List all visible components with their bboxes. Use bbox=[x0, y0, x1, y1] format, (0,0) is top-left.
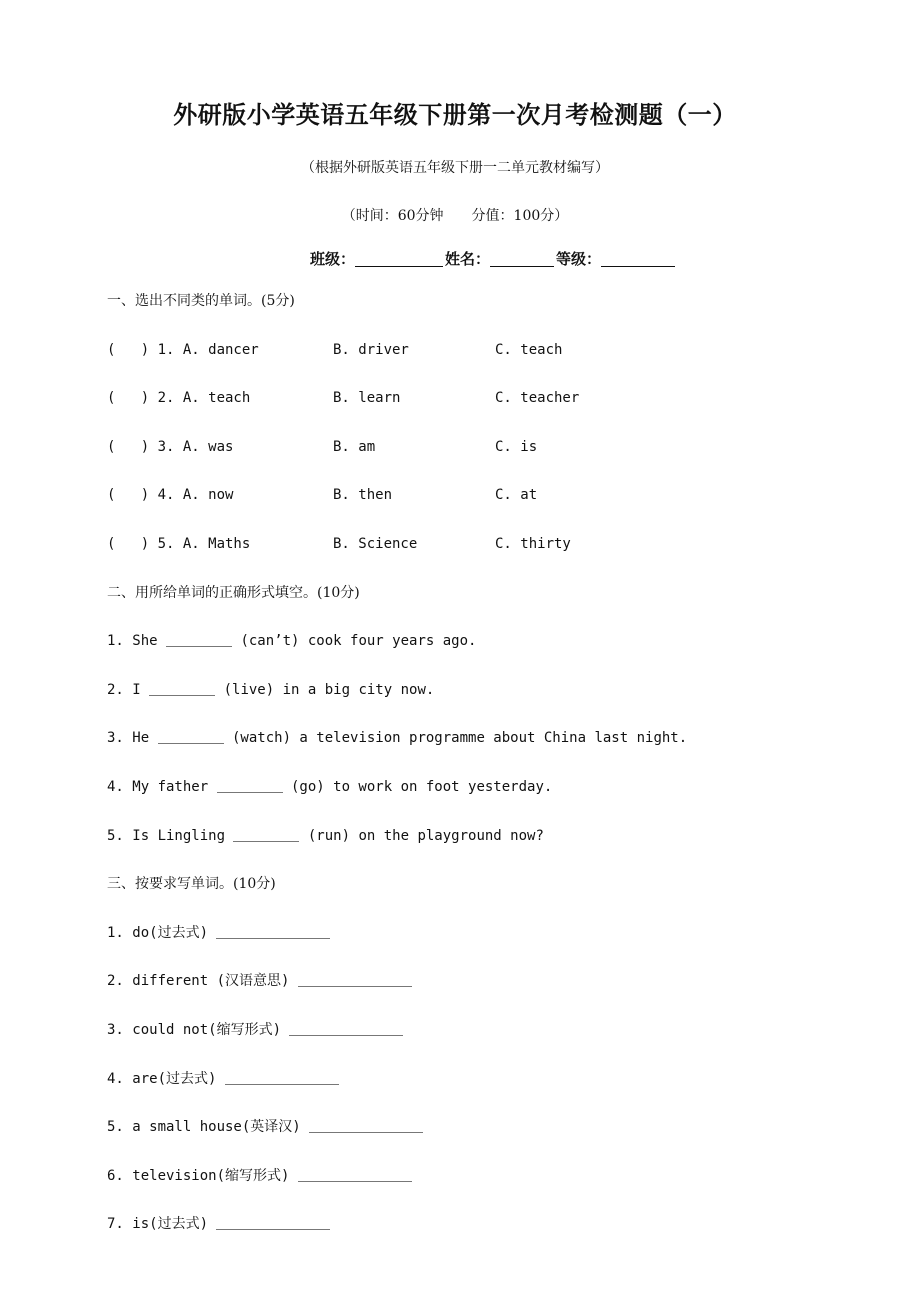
question-option-a[interactable]: ( ) 3. A. was bbox=[107, 438, 234, 455]
question-text: (go) to work on foot yesterday. bbox=[282, 778, 553, 795]
name-field[interactable] bbox=[490, 250, 554, 267]
question-text: (watch) a television programme about China last night. bbox=[223, 730, 688, 747]
answer-blank[interactable] bbox=[298, 972, 412, 987]
answer-blank[interactable] bbox=[166, 632, 232, 647]
question-text: 1. do(过去式) bbox=[107, 924, 217, 941]
class-field[interactable] bbox=[355, 250, 443, 267]
exam-body bbox=[107, 288, 880, 1260]
question-option-b[interactable]: B. driver bbox=[333, 341, 409, 358]
question-text: (live) in a big city now. bbox=[215, 681, 435, 698]
answer-blank[interactable] bbox=[309, 1118, 423, 1133]
question-text: 6. television(缩写形式) bbox=[107, 1167, 298, 1184]
answer-blank[interactable] bbox=[216, 1215, 330, 1230]
answer-blank[interactable] bbox=[217, 778, 283, 793]
section2-heading: 二、用所给单词的正确形式填空。(10分) bbox=[107, 584, 360, 601]
question-option-c[interactable]: C. is bbox=[495, 438, 538, 455]
word-question bbox=[107, 1017, 880, 1066]
question-option-a[interactable]: ( ) 2. A. teach bbox=[107, 390, 251, 407]
question-text: 5. Is Lingling bbox=[107, 827, 234, 844]
answer-blank[interactable] bbox=[298, 1167, 412, 1182]
question-option-c[interactable]: C. thirty bbox=[495, 535, 571, 552]
choice-question bbox=[107, 482, 880, 531]
answer-blank[interactable] bbox=[149, 681, 215, 696]
choice-question bbox=[107, 385, 880, 434]
choice-question bbox=[107, 434, 880, 483]
question-text: 5. a small house(英译汉) bbox=[107, 1119, 310, 1136]
question-option-c[interactable]: C. at bbox=[495, 487, 538, 504]
question-option-b[interactable]: B. am bbox=[333, 438, 376, 455]
answer-blank[interactable] bbox=[233, 827, 299, 842]
answer-blank[interactable] bbox=[158, 729, 224, 744]
class-label: 班级： bbox=[310, 250, 356, 268]
question-option-a[interactable]: ( ) 5. A. Maths bbox=[107, 535, 251, 552]
question-text: 4. are(过去式) bbox=[107, 1070, 225, 1087]
answer-blank[interactable] bbox=[216, 924, 330, 939]
question-text: 3. could not(缩写形式) bbox=[107, 1021, 290, 1038]
fill-blank-question bbox=[107, 725, 880, 774]
word-question bbox=[107, 1066, 880, 1115]
word-question bbox=[107, 1114, 880, 1163]
word-question bbox=[107, 1163, 880, 1212]
grade-label: 等级： bbox=[556, 250, 602, 268]
question-option-a[interactable]: ( ) 4. A. now bbox=[107, 487, 234, 504]
question-option-b[interactable]: B. learn bbox=[333, 390, 401, 407]
fill-blank-question bbox=[107, 628, 880, 677]
question-text: (can’t) cook four years ago. bbox=[232, 633, 477, 650]
question-text: 1. She bbox=[107, 633, 167, 650]
choice-question bbox=[107, 337, 880, 386]
subtitle: （根据外研版英语五年级下册一二单元教材编写） bbox=[301, 160, 609, 176]
student-info bbox=[310, 248, 677, 269]
fill-blank-question bbox=[107, 774, 880, 823]
word-question bbox=[107, 920, 880, 969]
fill-blank-question bbox=[107, 677, 880, 726]
question-option-c[interactable]: C. teacher bbox=[495, 390, 580, 407]
word-question bbox=[107, 1211, 880, 1260]
page-title: 外研版小学英语五年级下册第一次月考检测题（一） bbox=[173, 100, 737, 129]
question-text: 2. I bbox=[107, 681, 150, 698]
answer-blank[interactable] bbox=[225, 1070, 339, 1085]
answer-blank[interactable] bbox=[289, 1021, 403, 1036]
section3-heading: 三、按要求写单词。(10分) bbox=[107, 876, 276, 893]
word-question bbox=[107, 968, 880, 1017]
fill-blank-question bbox=[107, 823, 880, 872]
grade-field[interactable] bbox=[601, 250, 675, 267]
time-score: （时间：60分钟 分值：100分） bbox=[341, 208, 569, 224]
question-option-c[interactable]: C. teach bbox=[495, 341, 563, 358]
question-text: 7. is(过去式) bbox=[107, 1216, 217, 1233]
name-label: 姓名： bbox=[445, 250, 491, 268]
choice-question bbox=[107, 531, 880, 580]
question-text: 4. My father bbox=[107, 778, 217, 795]
question-text: (run) on the playground now? bbox=[299, 827, 544, 844]
question-option-b[interactable]: B. then bbox=[333, 487, 393, 504]
question-option-a[interactable]: ( ) 1. A. dancer bbox=[107, 341, 259, 358]
question-option-b[interactable]: B. Science bbox=[333, 535, 418, 552]
question-text: 2. different (汉语意思) bbox=[107, 973, 298, 990]
section1-heading: 一、选出不同类的单词。(5分) bbox=[107, 293, 295, 309]
question-text: 3. He bbox=[107, 730, 158, 747]
